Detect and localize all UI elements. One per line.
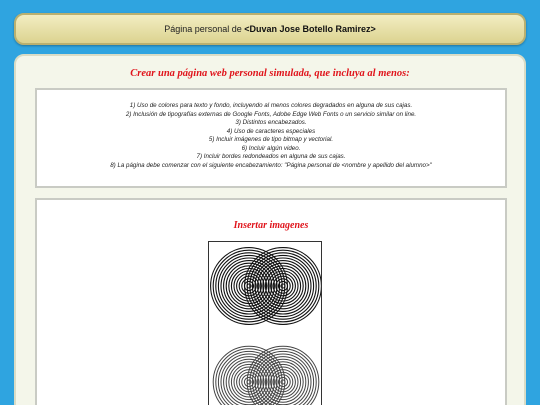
requirement-item: 6) Incluir algún video.	[241, 144, 301, 152]
images-section	[35, 198, 507, 405]
requirements-box	[35, 88, 507, 188]
page-header	[14, 13, 526, 45]
main-content	[14, 54, 526, 405]
main-title: Crear una página web personal simulada, que incluya al menos:	[130, 68, 410, 79]
header-name: <Duvan Jose Botello Ramirez>	[244, 24, 376, 34]
requirement-item: 5) Incluir imágenes de tipo bitmap y vectorial.	[208, 136, 334, 143]
requirement-item: 1) Uso de colores para texto y fondo, incluyendo al menos colores degradados en alguna de sus cajas.	[129, 102, 413, 109]
moire-circles-graphic	[209, 242, 322, 405]
requirement-item: 7) Incluir bordes redondeados en alguna de sus cajas.	[196, 153, 346, 160]
moire-circles-image	[208, 241, 322, 405]
images-section-title: Insertar imagenes	[233, 220, 309, 231]
requirement-item: 8) La página debe comenzar con el siguiente encabezamiento: "Página personal de <nombre y apellido del alumno>"	[110, 161, 432, 169]
requirement-item: 2) Inclusión de tipografías externas de Google Fonts, Adobe Edge Web Fonts o un servicio similar on line.	[125, 110, 417, 118]
requirement-item: 4) Uso de caracteres especiales	[226, 127, 316, 135]
requirement-item: 3) Distintos encabezados.	[235, 119, 307, 126]
header-prefix: Página personal de	[164, 24, 242, 34]
